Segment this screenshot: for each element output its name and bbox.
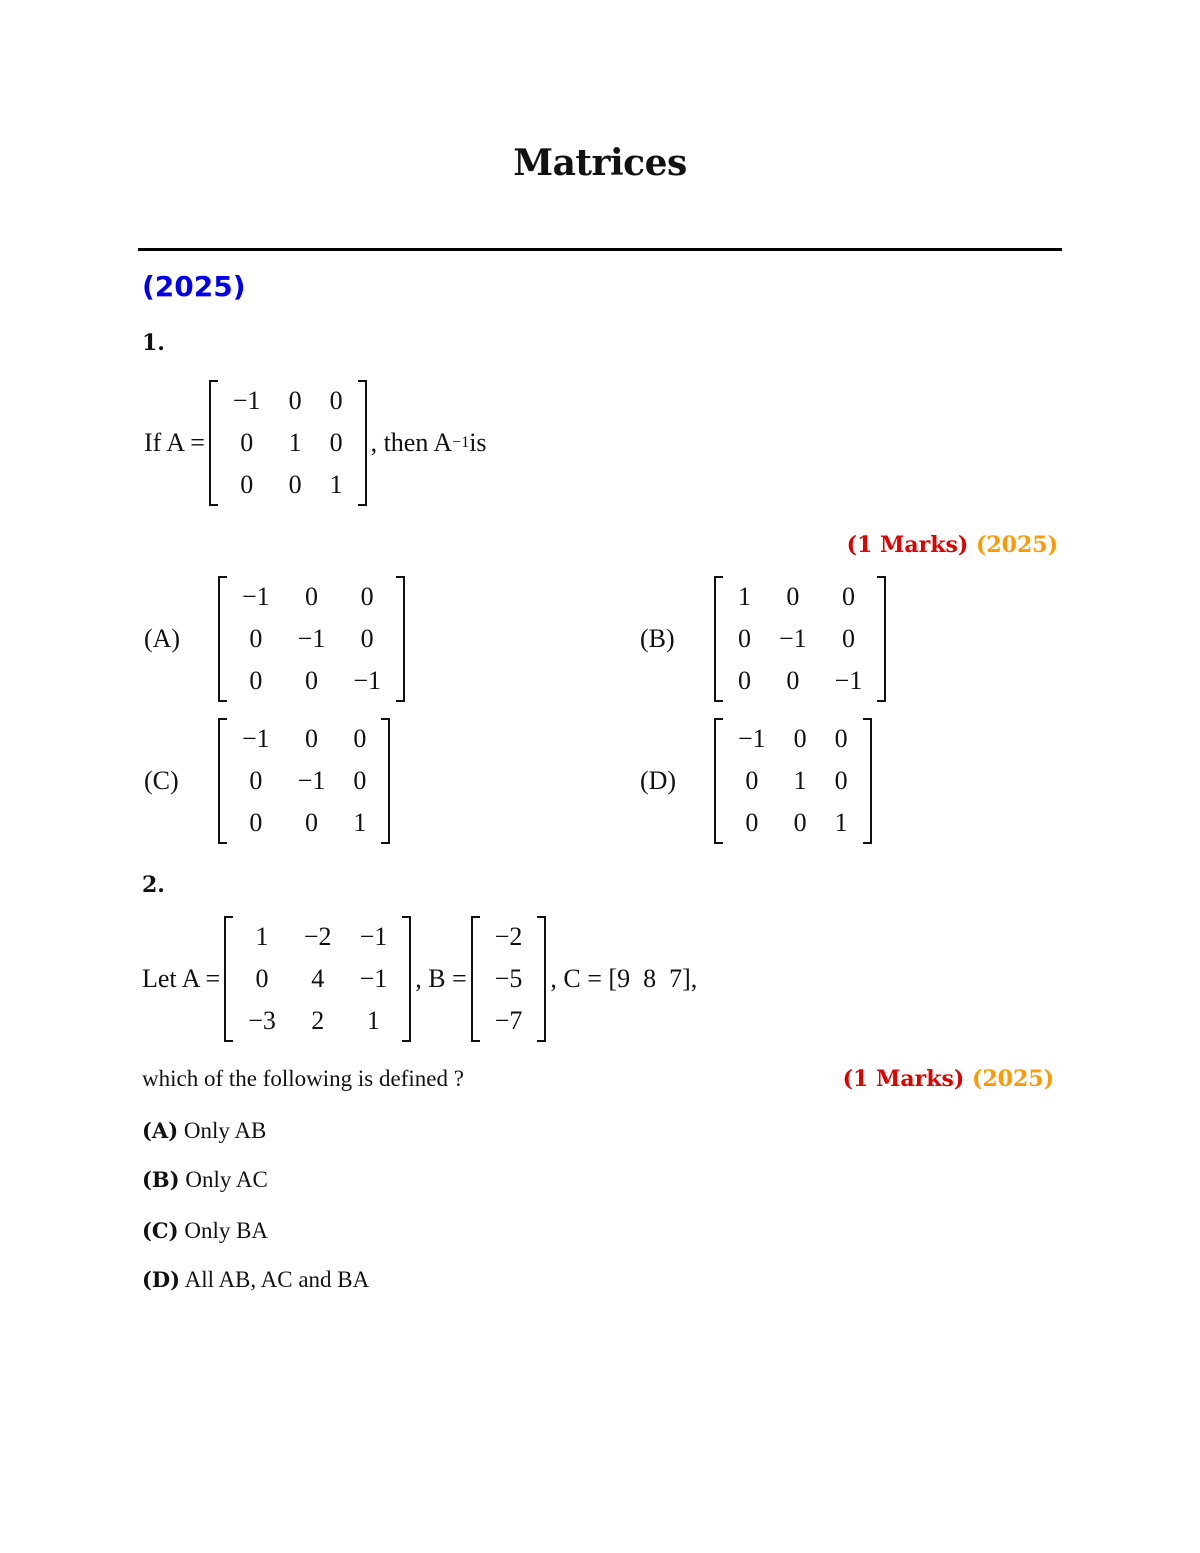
option-label: (B) [640, 624, 675, 653]
matrix-entry: 1 [738, 582, 751, 611]
matrix-entry: 0 [360, 624, 374, 653]
matrix-entry: 0 [305, 582, 318, 611]
matrix-entry: 1 [834, 808, 848, 837]
matrix-entry: −1 [359, 922, 388, 951]
option-text: Only AC [185, 1167, 268, 1192]
matrix-entry: −1 [232, 386, 261, 415]
matrix-entry: −1 [834, 666, 863, 695]
option-text: Only AB [183, 1118, 267, 1143]
matrix-entry: −1 [242, 582, 270, 611]
matrix-entry: 0 [240, 428, 254, 457]
section-year-heading: (2025) [142, 270, 246, 303]
matrix-row [228, 760, 380, 802]
matrix-entry: −5 [494, 964, 523, 993]
matrix-row [219, 380, 357, 422]
title-divider [138, 248, 1062, 251]
matrix-row [228, 618, 395, 660]
question-2-c-text: , C = [9 8 7], [550, 964, 698, 993]
matrix-entry: 1 [793, 766, 807, 795]
matrix-entry: −1 [353, 666, 382, 695]
question-1-option-d[interactable] [640, 718, 876, 844]
question-1-marks-label: (1 Marks) [846, 532, 969, 558]
matrix-entry: 0 [240, 470, 254, 499]
matrix-row [724, 618, 876, 660]
matrix-entry: 0 [255, 964, 269, 993]
question-1-marks [847, 532, 1058, 558]
matrix-entry: 0 [353, 724, 367, 753]
option-a-matrix [218, 576, 405, 702]
matrix-entry: 0 [353, 766, 367, 795]
question-2-number: 2. [142, 872, 165, 898]
question-2-stem-prefix: Let A = [142, 964, 221, 993]
matrix-entry: 0 [745, 766, 759, 795]
matrix-entry: 0 [249, 808, 263, 837]
matrix-entry: −1 [297, 624, 326, 653]
matrix-entry: 0 [360, 582, 374, 611]
matrix-entry: 4 [311, 964, 325, 993]
question-2-marks-year: (2025) [971, 1066, 1054, 1092]
matrix-entry: −2 [494, 922, 523, 951]
matrix-entry: 0 [834, 724, 848, 753]
matrix-row [481, 916, 537, 958]
question-1-option-b[interactable] [640, 576, 890, 702]
option-label: (A) [142, 1118, 179, 1143]
matrix-row [219, 464, 357, 506]
matrix-row [724, 660, 876, 702]
matrix-entry: −7 [494, 1006, 523, 1035]
matrix-entry: 0 [305, 808, 318, 837]
matrix-row [234, 1000, 401, 1042]
matrix-entry: −1 [359, 964, 388, 993]
question-2-option-a[interactable] [142, 1118, 266, 1144]
matrix-entry: −1 [779, 624, 807, 653]
matrix-entry: 2 [311, 1006, 325, 1035]
question-2-text: which of the following is defined ? [142, 1066, 464, 1091]
question-1-stem-suffix: , then A [370, 428, 453, 457]
question-1-inverse-superscript: −1 [452, 434, 470, 451]
matrix-row [234, 958, 401, 1000]
matrix-entry: 0 [305, 666, 318, 695]
question-2-marks [843, 1066, 1054, 1092]
matrix-row [228, 718, 380, 760]
matrix-row [228, 660, 395, 702]
matrix-entry: 0 [738, 666, 751, 695]
page-title: Matrices [513, 142, 687, 184]
matrix-entry: 1 [329, 470, 343, 499]
question-2-marks-label: (1 Marks) [842, 1066, 965, 1092]
question-2-stem [142, 916, 697, 1042]
question-2-option-b[interactable] [142, 1167, 268, 1193]
question-2-option-c[interactable] [142, 1218, 268, 1244]
matrix-entry: 0 [249, 624, 263, 653]
question-1-stem-prefix: If A = [144, 428, 205, 457]
matrix-entry: 0 [842, 624, 855, 653]
option-label: (D) [640, 766, 677, 795]
question-1-matrix [209, 380, 367, 506]
matrix-entry: 0 [786, 582, 800, 611]
matrix-row [228, 576, 395, 618]
option-label: (D) [142, 1267, 181, 1292]
question-2-b-label: , B = [415, 964, 467, 993]
question-1-stem [144, 380, 487, 506]
question-2-matrix-a [224, 916, 411, 1042]
option-text: All AB, AC and BA [184, 1267, 370, 1292]
matrix-row [724, 802, 862, 844]
matrix-entry: 0 [288, 386, 302, 415]
option-label: (C) [144, 766, 179, 795]
matrix-entry: 0 [745, 808, 759, 837]
matrix-entry: 0 [329, 428, 343, 457]
matrix-entry: −1 [297, 766, 326, 795]
matrix-entry: −1 [242, 724, 270, 753]
matrix-row [724, 576, 876, 618]
matrix-entry: −2 [303, 922, 332, 951]
matrix-entry: 0 [793, 808, 807, 837]
matrix-entry: 0 [249, 666, 263, 695]
matrix-row [228, 802, 380, 844]
question-2-matrix-b [471, 916, 547, 1042]
matrix-entry: 0 [288, 470, 302, 499]
option-label: (C) [142, 1218, 179, 1243]
question-1-number: 1. [142, 330, 165, 356]
option-text: Only BA [184, 1218, 269, 1243]
matrix-entry: −3 [248, 1006, 276, 1035]
matrix-entry: −1 [738, 724, 766, 753]
matrix-entry: 1 [288, 428, 302, 457]
matrix-entry: 0 [793, 724, 807, 753]
option-label: (B) [142, 1167, 180, 1192]
matrix-entry: 0 [786, 666, 800, 695]
option-b-matrix [714, 576, 886, 702]
matrix-row [234, 916, 401, 958]
matrix-row [724, 760, 862, 802]
question-1-stem-end: is [469, 428, 487, 457]
matrix-row [481, 1000, 537, 1042]
option-c-matrix [218, 718, 390, 844]
matrix-entry: 0 [834, 766, 848, 795]
matrix-entry: 0 [329, 386, 343, 415]
matrix-row [481, 958, 537, 1000]
option-d-matrix [714, 718, 872, 844]
question-1-option-c[interactable] [144, 718, 394, 844]
option-label: (A) [144, 624, 181, 653]
matrix-row [219, 422, 357, 464]
matrix-entry: 1 [255, 922, 269, 951]
matrix-entry: 1 [366, 1006, 380, 1035]
matrix-entry: 0 [305, 724, 318, 753]
question-1-marks-year: (2025) [975, 532, 1058, 558]
matrix-row [724, 718, 862, 760]
matrix-entry: 0 [842, 582, 855, 611]
matrix-entry: 1 [353, 808, 367, 837]
question-2-option-d[interactable] [142, 1267, 369, 1293]
matrix-entry: 0 [738, 624, 751, 653]
matrix-entry: 0 [249, 766, 263, 795]
question-1-option-a[interactable] [144, 576, 409, 702]
